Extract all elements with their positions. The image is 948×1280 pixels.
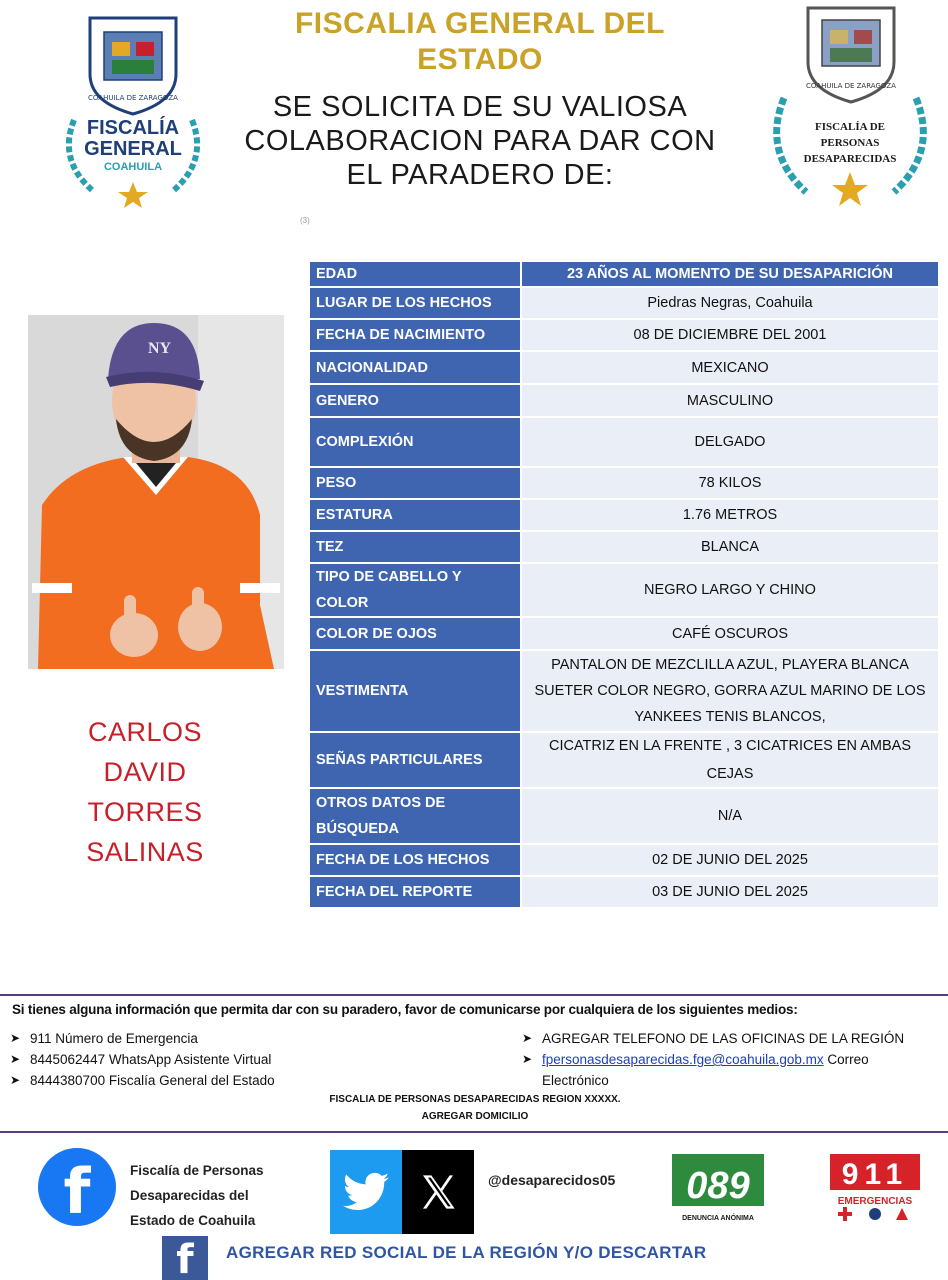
- contact-text: 8444380700 Fiscalía General del Estado: [30, 1073, 275, 1088]
- info-row-senas: [310, 733, 938, 787]
- fb-text-line: Fiscalía de Personas: [130, 1163, 264, 1178]
- info-label: SEÑAS PARTICULARES: [310, 733, 520, 787]
- info-value: N/A: [522, 789, 938, 843]
- info-value: 78 KILOS: [522, 468, 938, 498]
- fb-text-line: Estado de Coahuila: [130, 1213, 256, 1228]
- subtitle-line-3: EL PARADERO DE:: [346, 159, 614, 191]
- person-info-table: [310, 262, 938, 909]
- twitter-handle[interactable]: @desaparecidos05: [488, 1172, 616, 1188]
- info-row-peso: [310, 468, 938, 498]
- info-value: MEXICANO: [522, 352, 938, 383]
- info-row-ojos: [310, 618, 938, 649]
- seal-right-line3: DESAPARECIDAS: [803, 153, 897, 165]
- small-mark: (3): [300, 216, 310, 225]
- subtitle-line-1: SE SOLICITA DE SU VALIOSA: [272, 91, 688, 123]
- x-icon[interactable]: [402, 1150, 474, 1234]
- page-title: [230, 6, 730, 78]
- arrow-bullet-icon: ➤: [10, 1031, 21, 1045]
- name-line-3: TORRES: [87, 797, 203, 827]
- facebook-page-name: [130, 1158, 264, 1233]
- info-label: EDAD: [310, 262, 520, 286]
- logo-911-caption: EMERGENCIAS: [837, 1196, 913, 1207]
- info-label: VESTIMENTA: [310, 651, 520, 731]
- info-value: CAFÉ OSCUROS: [522, 618, 938, 649]
- person-photo-illustration: [28, 315, 284, 669]
- seal-right-line1: FISCALÍA DE: [815, 121, 885, 133]
- x-logo-icon: [418, 1172, 458, 1212]
- page-subtitle: [230, 90, 730, 192]
- info-label: TIPO DE CABELLO Y COLOR: [310, 564, 520, 616]
- twitter-bird-icon: [343, 1172, 389, 1212]
- fb-text-line: Desaparecidas del: [130, 1188, 249, 1203]
- contact-item: [522, 1028, 948, 1049]
- footer-heading: Si tienes alguna información que permita dar con su paradero, favor de comunicarse por cualquiera de los siguientes medios:: [12, 1002, 798, 1017]
- missing-person-name: [30, 712, 260, 872]
- svg-text:NY: NY: [148, 340, 172, 357]
- info-value: Piedras Negras, Coahuila: [522, 288, 938, 318]
- contact-list-right: [522, 1028, 948, 1091]
- missing-person-photo: [28, 315, 284, 669]
- personas-desaparecidas-seal: [762, 2, 938, 214]
- info-label: COLOR DE OJOS: [310, 618, 520, 649]
- facebook-square-icon[interactable]: f: [162, 1236, 208, 1280]
- info-value: 02 DE JUNIO DEL 2025: [522, 845, 938, 875]
- logo-089-number: 089: [686, 1165, 750, 1207]
- info-value: BLANCA: [522, 532, 938, 562]
- info-row-lugar: [310, 288, 938, 318]
- logo-911-number: 911: [841, 1158, 909, 1191]
- info-row-otros: [310, 789, 938, 843]
- seal-left-line1: FISCALÍA: [86, 117, 180, 139]
- info-value: 23 AÑOS AL MOMENTO DE SU DESAPARICIÓN: [522, 262, 938, 286]
- info-row-genero: [310, 385, 938, 416]
- info-label: COMPLEXIÓN: [310, 418, 520, 466]
- info-row-tez: [310, 532, 938, 562]
- info-row-vestimenta: [310, 651, 938, 731]
- info-value: NEGRO LARGO Y CHINO: [522, 564, 938, 616]
- info-label: OTROS DATOS DE BÚSQUEDA: [310, 789, 520, 843]
- info-value: 08 DE DICIEMBRE DEL 2001: [522, 320, 938, 350]
- arrow-bullet-icon: ➤: [522, 1031, 533, 1045]
- fiscalia-general-seal: [52, 10, 214, 210]
- info-value: CICATRIZ EN LA FRENTE , 3 CICATRICES EN AMBAS CEJAS: [522, 733, 938, 787]
- contact-item: [10, 1070, 430, 1091]
- info-row-complexion: [310, 418, 938, 466]
- contact-text: AGREGAR TELEFONO DE LAS OFICINAS DE LA REGIÓN: [542, 1031, 905, 1046]
- denuncia-anonima-089-logo: [670, 1152, 766, 1226]
- info-label: FECHA DE NACIMIENTO: [310, 320, 520, 350]
- footer-bottom-rule: [0, 1131, 948, 1133]
- name-line-2: DAVID: [103, 757, 187, 787]
- info-row-estatura: [310, 500, 938, 530]
- name-line-4: SALINAS: [86, 837, 204, 867]
- name-line-1: CARLOS: [87, 717, 203, 747]
- info-value: DELGADO: [522, 418, 938, 466]
- footer-region-note: FISCALIA DE PERSONAS DESAPARECIDAS REGION XXXXX.: [329, 1094, 621, 1105]
- email-suffix: Correo: [823, 1052, 869, 1067]
- emergencias-911-logo: [828, 1152, 922, 1230]
- seal-right-shield-text: COAHUILA DE ZARAGOZA: [806, 82, 896, 90]
- facebook-icon[interactable]: f: [38, 1148, 116, 1226]
- footer-top-rule: [0, 994, 948, 996]
- info-row-fecha-reporte: [310, 877, 938, 907]
- twitter-icon[interactable]: [330, 1150, 402, 1234]
- info-label: FECHA DE LOS HECHOS: [310, 845, 520, 875]
- info-value: 03 DE JUNIO DEL 2025: [522, 877, 938, 907]
- contact-text: 911 Número de Emergencia: [30, 1031, 198, 1046]
- info-label: LUGAR DE LOS HECHOS: [310, 288, 520, 318]
- info-row-nacionalidad: [310, 352, 938, 383]
- arrow-bullet-icon: ➤: [10, 1052, 21, 1066]
- info-row-fecha-hechos: [310, 845, 938, 875]
- title-line-2: ESTADO: [417, 43, 543, 76]
- contact-item: [522, 1049, 948, 1070]
- info-label: GENERO: [310, 385, 520, 416]
- contact-text: 8445062447 WhatsApp Asistente Virtual: [30, 1052, 272, 1067]
- info-label: TEZ: [310, 532, 520, 562]
- seal-left-line3: COAHUILA: [103, 161, 163, 173]
- email-link[interactable]: fpersonasdesaparecidas.fge@coahuila.gob.mx: [542, 1052, 824, 1067]
- info-row-edad: [310, 262, 938, 286]
- contact-item: [10, 1028, 430, 1049]
- email-suffix-2: Electrónico: [542, 1073, 609, 1088]
- seal-right-line2: PERSONAS: [820, 137, 880, 149]
- logo-089-caption: DENUNCIA ANÓNIMA: [682, 1215, 754, 1222]
- seal-left-shield-text: COAHUILA DE ZARAGOZA: [88, 94, 178, 102]
- contact-item: [10, 1049, 430, 1070]
- footer-address-note: AGREGAR DOMICILIO: [421, 1111, 529, 1122]
- info-row-cabello: [310, 564, 938, 616]
- title-line-1: FISCALIA GENERAL DEL: [294, 7, 665, 40]
- info-label: PESO: [310, 468, 520, 498]
- info-row-nacimiento: [310, 320, 938, 350]
- contact-item: [522, 1070, 948, 1091]
- info-label: FECHA DEL REPORTE: [310, 877, 520, 907]
- subtitle-line-2: COLABORACION PARA DAR CON: [244, 125, 716, 157]
- info-value: MASCULINO: [522, 385, 938, 416]
- info-label: NACIONALIDAD: [310, 352, 520, 383]
- info-value: 1.76 METROS: [522, 500, 938, 530]
- arrow-bullet-icon: ➤: [10, 1073, 21, 1087]
- contact-list-left: [10, 1028, 430, 1091]
- seal-left-line2: GENERAL: [84, 138, 182, 160]
- social-add-note: AGREGAR RED SOCIAL DE LA REGIÓN Y/O DESCARTAR: [226, 1243, 707, 1262]
- arrow-bullet-icon: ➤: [522, 1052, 533, 1066]
- info-value: PANTALON DE MEZCLILLA AZUL, PLAYERA BLANCA SUETER COLOR NEGRO, GORRA AZUL MARINO DE LOS YANKEES TENIS BLANCOS,: [522, 651, 938, 731]
- info-label: ESTATURA: [310, 500, 520, 530]
